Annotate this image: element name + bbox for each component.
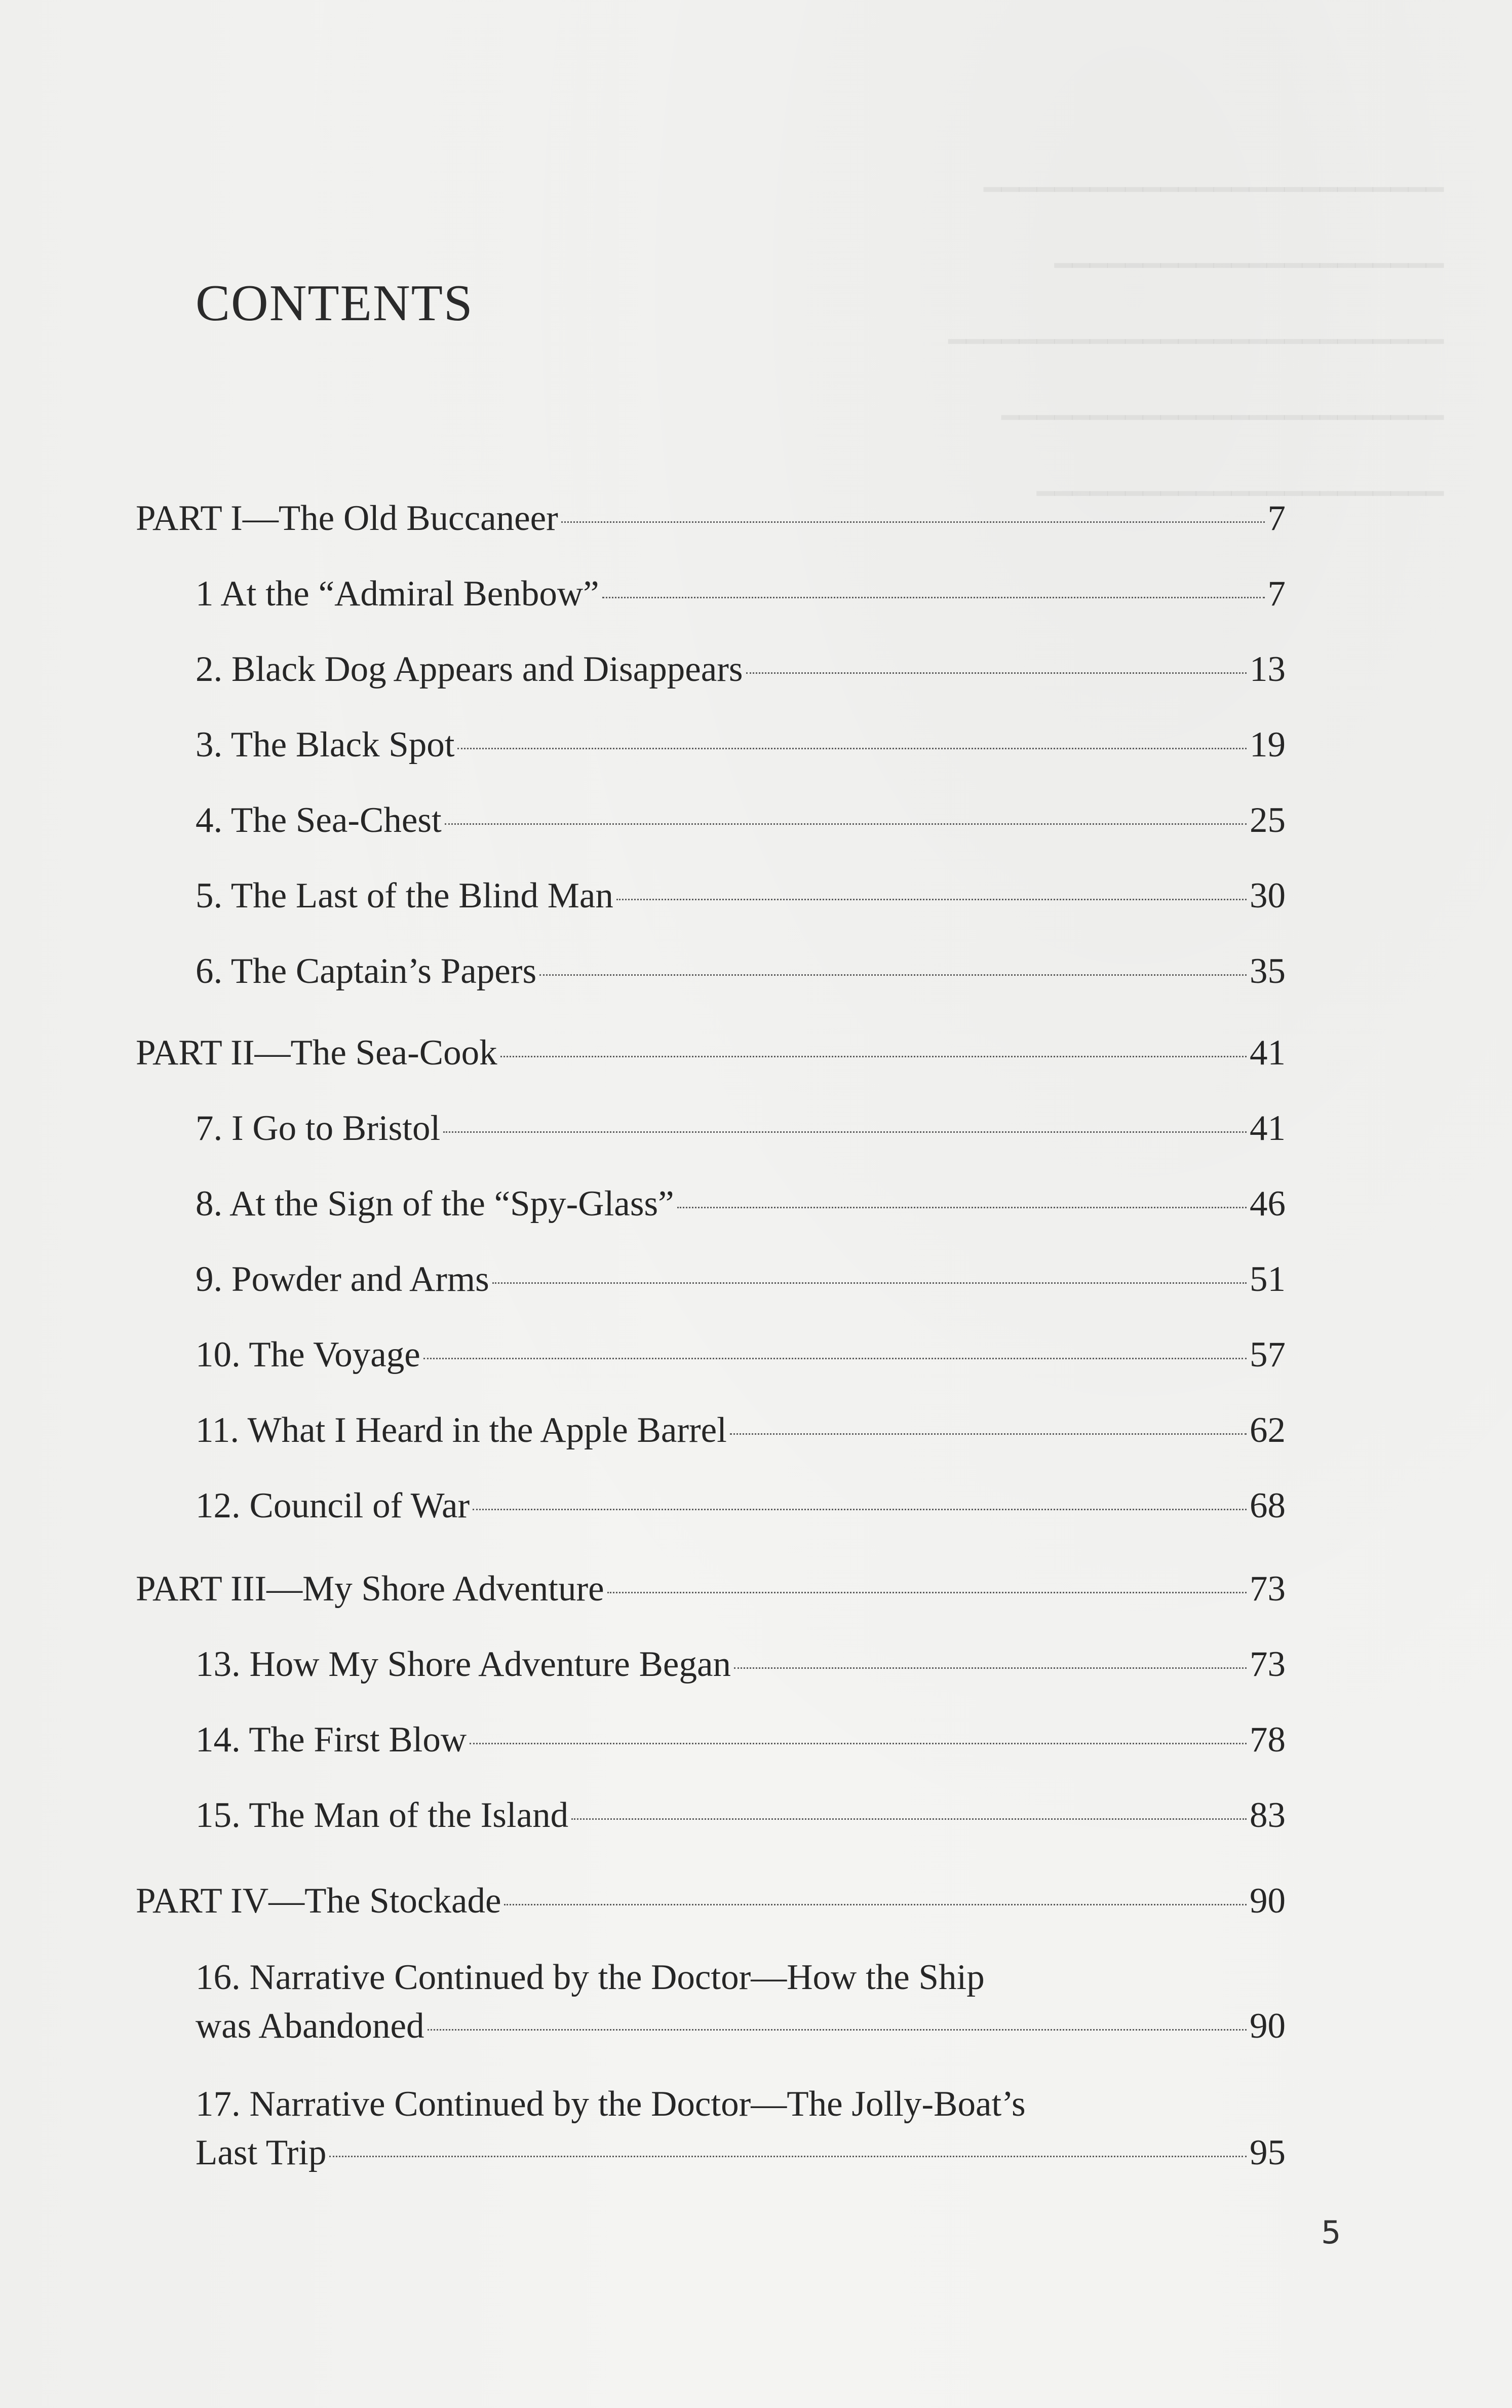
dot-leader	[677, 1207, 1247, 1208]
toc-chapter-10[interactable]	[196, 1330, 1286, 1379]
toc-page-number: 68	[1250, 1486, 1286, 1525]
toc-chapter-9[interactable]	[196, 1255, 1286, 1304]
dot-leader	[470, 1743, 1247, 1744]
toc-chapter-13[interactable]	[196, 1640, 1286, 1689]
toc-entry-label: 13. How My Shore Adventure Began	[196, 1645, 731, 1684]
toc-page-number: 62	[1250, 1410, 1286, 1450]
dot-leader	[445, 823, 1247, 825]
dot-leader	[504, 1904, 1247, 1905]
toc-entry-label: PART IV—The Stockade	[136, 1881, 501, 1921]
toc-entry-label: 12. Council of War	[196, 1486, 470, 1525]
dot-leader	[607, 1592, 1247, 1593]
toc-page-number: 35	[1250, 951, 1286, 991]
toc-page-number: 7	[1267, 499, 1286, 538]
toc-page-number: 41	[1250, 1033, 1286, 1073]
dot-leader	[539, 974, 1247, 976]
toc-page-number: 30	[1250, 876, 1286, 915]
toc-chapter-11[interactable]	[196, 1406, 1286, 1455]
dot-leader	[734, 1667, 1247, 1669]
toc-entry-label: 1 At the “Admiral Benbow”	[196, 574, 599, 614]
dot-leader	[730, 1433, 1247, 1435]
toc-page-number: 90	[1250, 1881, 1286, 1921]
toc-page-number: 78	[1250, 1720, 1286, 1760]
toc-chapter-3[interactable]	[196, 720, 1286, 769]
toc-chapter-8[interactable]	[196, 1179, 1286, 1228]
dot-leader	[616, 899, 1247, 900]
toc-page-number: 73	[1250, 1645, 1286, 1684]
toc-chapter-16-line1: 16. Narrative Continued by the Doctor—How the Ship	[196, 1958, 985, 1997]
toc-entry-label: 11. What I Heard in the Apple Barrel	[196, 1410, 727, 1450]
toc-chapter-1[interactable]	[196, 569, 1286, 618]
toc-page-number: 41	[1250, 1109, 1286, 1148]
dot-leader	[561, 521, 1265, 523]
toc-page-number: 46	[1250, 1184, 1286, 1224]
toc-page-number: 13	[1250, 649, 1286, 689]
toc-entry-label: PART I—The Old Buccaneer	[136, 499, 558, 538]
dot-leader	[746, 672, 1247, 674]
toc-entry-label: 8. At the Sign of the “Spy-Glass”	[196, 1184, 674, 1224]
dot-leader	[500, 1056, 1247, 1057]
toc-chapter-5[interactable]	[196, 871, 1286, 920]
toc-chapter-16[interactable]	[196, 2002, 1286, 2050]
toc-entry-label: 9. Powder and Arms	[196, 1259, 489, 1299]
toc-entry-label: 2. Black Dog Appears and Disappears	[196, 649, 743, 689]
toc-chapter-14[interactable]	[196, 1715, 1286, 1764]
dot-leader	[473, 1509, 1247, 1510]
toc-entry-label: Last Trip	[196, 2133, 327, 2172]
toc-entry-label: 10. The Voyage	[196, 1335, 420, 1374]
toc-part-1[interactable]	[136, 494, 1286, 543]
toc-page-number: 95	[1250, 2133, 1286, 2172]
toc-entry-label: 3. The Black Spot	[196, 725, 455, 765]
toc-chapter-2[interactable]	[196, 645, 1286, 694]
dot-leader	[428, 2029, 1247, 2031]
toc-chapter-6[interactable]	[196, 947, 1286, 996]
show-through-text: ━━━━━━━━━━━━━━━━━━━━━━━━━━ ━━━━━━━━━━━━━━━━━━━━━━ ━━━━━━━━━━━━━━━━━━━━━━━━━━━━ ━━━━━━━━━━━━━━━━━━━━━━━━━ ━━━━━━━━━━━━━━━━━━━━━━━	[948, 173, 1444, 510]
toc-entry-label: 4. The Sea-Chest	[196, 800, 442, 840]
toc-chapter-17-line1: 17. Narrative Continued by the Doctor—The Jolly-Boat’s	[196, 2084, 1026, 2124]
toc-chapter-4[interactable]	[196, 796, 1286, 845]
toc-page-number: 25	[1250, 800, 1286, 840]
toc-part-4[interactable]	[136, 1877, 1286, 1925]
dot-leader	[457, 748, 1247, 749]
toc-page-number: 90	[1250, 2006, 1286, 2046]
toc-entry-label: PART III—My Shore Adventure	[136, 1569, 604, 1609]
toc-part-3[interactable]	[136, 1564, 1286, 1613]
toc-entry-label: 7. I Go to Bristol	[196, 1109, 441, 1148]
dot-leader	[492, 1282, 1247, 1284]
toc-entry-label: PART II—The Sea-Cook	[136, 1033, 497, 1073]
toc-chapter-17[interactable]	[196, 2128, 1286, 2177]
toc-page-number: 51	[1250, 1259, 1286, 1299]
toc-page-number: 83	[1250, 1795, 1286, 1835]
toc-page-number: 7	[1267, 574, 1286, 614]
toc-page-number: 57	[1250, 1335, 1286, 1374]
toc-entry-label: 14. The First Blow	[196, 1720, 467, 1760]
dot-leader	[443, 1131, 1247, 1133]
page-title: CONTENTS	[196, 275, 474, 332]
toc-chapter-7[interactable]	[196, 1104, 1286, 1153]
toc-page-number: 73	[1250, 1569, 1286, 1609]
toc-chapter-15[interactable]	[196, 1791, 1286, 1840]
toc-entry-label: was Abandoned	[196, 2006, 424, 2046]
toc-entry-label: 6. The Captain’s Papers	[196, 951, 537, 991]
toc-chapter-12[interactable]	[196, 1481, 1286, 1530]
page-number: 5	[1321, 2214, 1341, 2251]
toc-entry-label: 15. The Man of the Island	[196, 1795, 569, 1835]
toc-page-number: 19	[1250, 725, 1286, 765]
dot-leader	[423, 1358, 1247, 1359]
toc-entry-label: 5. The Last of the Blind Man	[196, 876, 613, 915]
dot-leader	[602, 597, 1265, 598]
dot-leader	[329, 2156, 1247, 2157]
toc-part-2[interactable]	[136, 1028, 1286, 1077]
dot-leader	[571, 1818, 1247, 1820]
